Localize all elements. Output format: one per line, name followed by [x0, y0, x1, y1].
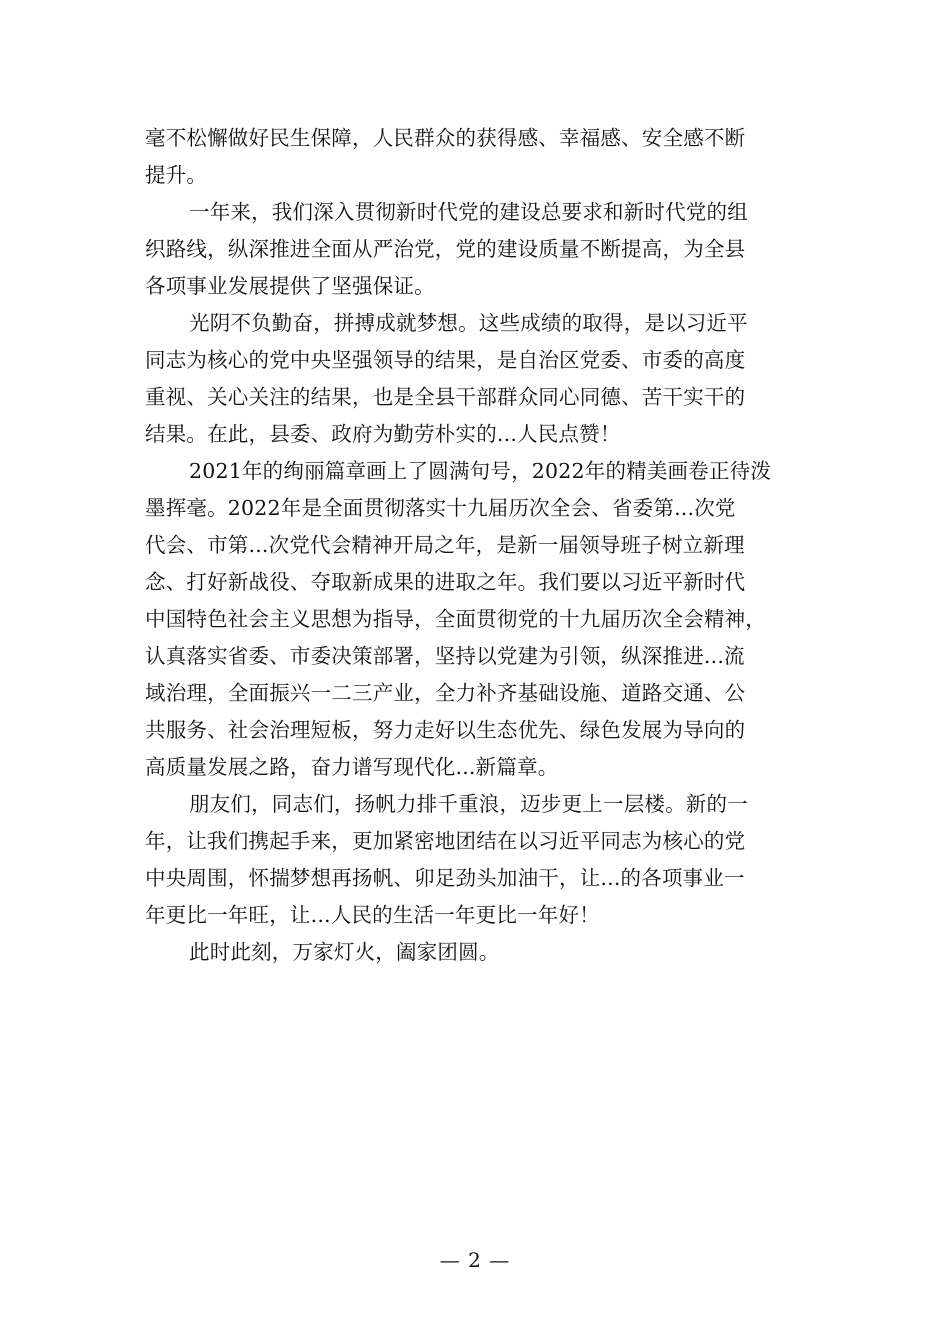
text-line: 域治理，全面振兴一二三产业，全力补齐基础设施、道路交通、公 [145, 681, 746, 705]
paragraph-3 [145, 305, 805, 453]
text-line: 同志为核心的党中央坚强领导的结果，是自治区党委、市委的高度 [145, 348, 746, 372]
text-line: 墨挥毫。2022年是全面贯彻落实十九届历次全会、省委第...次党 [145, 496, 736, 520]
text-line: 朋友们，同志们，扬帆力排千重浪，迈步更上一层楼。新的一 [189, 792, 748, 816]
document-body [145, 120, 805, 971]
text-line: 共服务、社会治理短板，努力走好以生态优先、绿色发展为导向的 [145, 718, 746, 742]
text-line: 认真落实省委、市委决策部署，坚持以党建为引领，纵深推进...流 [145, 644, 745, 668]
text-line: 一年来，我们深入贯彻新时代党的建设总要求和新时代党的组 [189, 200, 748, 224]
text-line: 年更比一年旺，让...人民的生活一年更比一年好！ [145, 903, 600, 927]
paragraph-6 [145, 934, 805, 971]
text-line: 结果。在此，县委、政府为勤劳朴实的...人民点赞！ [145, 422, 621, 446]
text-line: 织路线，纵深推进全面从严治党，党的建设质量不断提高，为全县 [145, 237, 746, 261]
text-line: 念、打好新战役、夺取新成果的进取之年。我们要以习近平新时代 [145, 570, 746, 594]
text-line: 2021年的绚丽篇章画上了圆满句号，2022年的精美画卷正待泼 [189, 459, 772, 483]
text-line: 中国特色社会主义思想为指导，全面贯彻党的十九届历次全会精神， [145, 607, 766, 631]
paragraph-4 [145, 453, 805, 786]
text-line: 中央周围，怀揣梦想再扬帆、卯足劲头加油干，让...的各项事业一 [145, 866, 745, 890]
text-line: 年，让我们携起手来，更加紧密地团结在以习近平同志为核心的党 [145, 829, 746, 853]
text-line: 重视、关心关注的结果，也是全县干部群众同心同德、苦干实干的 [145, 385, 746, 409]
paragraph-2 [145, 194, 805, 305]
text-line: 此时此刻，万家灯火，阖家团圆。 [189, 940, 500, 964]
text-line: 各项事业发展提供了坚强保证。 [145, 274, 435, 298]
paragraph-5 [145, 786, 805, 934]
text-line: 光阴不负勤奋，拼搏成就梦想。这些成绩的取得，是以习近平 [189, 311, 748, 335]
text-line: 毫不松懈做好民生保障，人民群众的获得感、幸福感、安全感不断 [145, 126, 746, 150]
page-number: — 2 — [439, 1248, 511, 1272]
text-line: 代会、市第...次党代会精神开局之年，是新一届领导班子树立新理 [145, 533, 745, 557]
paragraph-1 [145, 120, 805, 194]
text-line: 高质量发展之路，奋力谱写现代化...新篇章。 [145, 755, 559, 779]
text-line: 提升。 [145, 163, 208, 187]
